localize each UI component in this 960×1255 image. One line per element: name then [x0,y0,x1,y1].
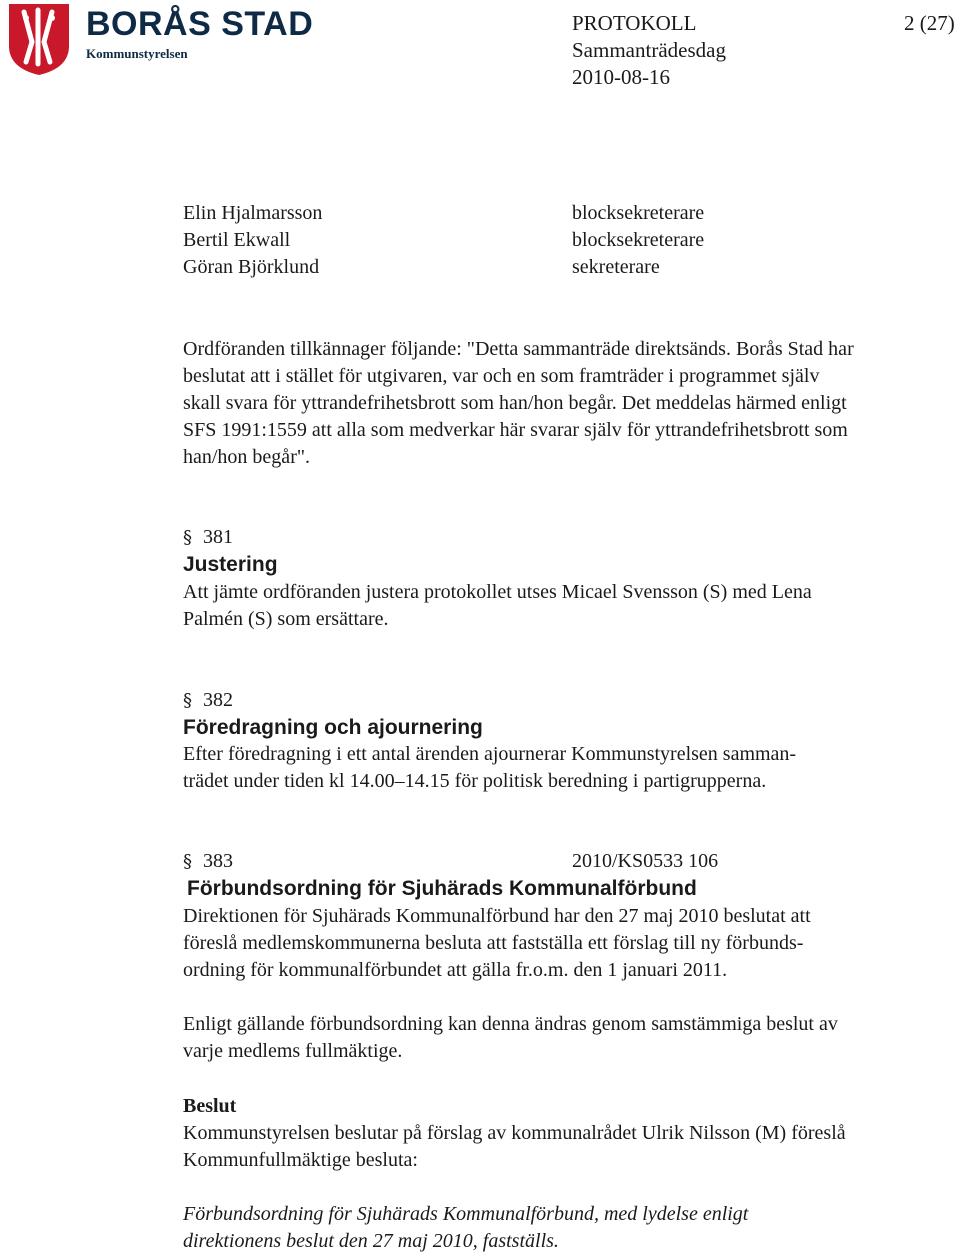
attendee-role: blocksekreterare [572,202,705,224]
section-number: 381 [203,526,233,548]
intro-line: skall svara för yttrandefrihetsbrott som han/hon begår. Det meddelas härmed enligt [183,392,847,414]
section-line: varje medlems fullmäktige. [183,1040,403,1062]
logo-org-name: BORÅS STAD [86,5,314,43]
decision-line: Kommunstyrelsen beslutar på förslag av kommunalrådet Ulrik Nilsson (M) föreslå [183,1122,846,1144]
attendee-name: Elin Hjalmarsson [183,202,323,224]
section-heading: Justering [183,553,278,576]
doc-type: PROTOKOLL [572,11,697,35]
coat-of-arms-icon [6,2,72,76]
logo-org-sub: Kommunstyrelsen [86,46,188,61]
section-line: föreslå medlemskommunerna besluta att fastställa ett förslag till ny förbunds- [183,932,804,954]
intro-line: Ordföranden tillkännager följande: "Detta sammanträde direktsänds. Borås Stad har [183,338,854,360]
section-number: 383 [203,850,233,872]
section-line: Att jämte ordföranden justera protokollet utses Micael Svensson (S) med Lena [183,581,812,603]
section-line: Palmén (S) som ersättare. [183,608,389,630]
decision-proposal-line: direktionens beslut den 27 maj 2010, fastställs. [183,1230,559,1252]
decision-label: Beslut [183,1095,237,1117]
section-heading: Föredragning och ajournering [183,716,483,739]
decision-line: Kommunfullmäktige besluta: [183,1149,418,1171]
attendee-name: Göran Björklund [183,256,320,278]
intro-line: han/hon begår". [183,446,311,468]
meeting-date: 2010-08-16 [572,65,670,89]
section-line: trädet under tiden kl 14.00–14.15 för politisk beredning i partigrupperna. [183,770,767,792]
section-382-number-line [183,687,233,714]
paragraph-sign-icon: § [183,690,192,711]
attendee-role: sekreterare [572,256,660,278]
section-381-number-line [183,524,233,551]
section-line: Efter föredragning i ett antal ärenden ajournerar Kommunstyrelsen samman- [183,743,797,765]
section-383-number-line [183,848,233,875]
section-heading: Förbundsordning för Sjuhärads Kommunalförbund [187,877,697,900]
section-line: Direktionen för Sjuhärads Kommunalförbund har den 27 maj 2010 beslutat att [183,905,811,927]
section-number: 382 [203,689,233,711]
page-number: 2 (27) [904,11,955,35]
section-line: ordning för kommunalförbundet att gälla fr.o.m. den 1 januari 2011. [183,959,728,981]
attendee-name: Bertil Ekwall [183,229,291,251]
section-line: Enligt gällande förbundsordning kan denna ändras genom samstämmiga beslut av [183,1013,838,1035]
paragraph-sign-icon: § [183,527,192,548]
intro-line: beslutat att i stället för utgivaren, var och en som framträder i programmet själv [183,365,820,387]
paragraph-sign-icon: § [183,851,192,872]
attendee-role: blocksekreterare [572,229,705,251]
boras-stad-logo [6,2,316,80]
intro-line: SFS 1991:1559 att alla som medverkar här svarar själv för yttrandefrihetsbrott som [183,419,848,441]
meeting-label: Sammanträdesdag [572,38,726,62]
decision-proposal-line: Förbundsordning för Sjuhärads Kommunalförbund, med lydelse enligt [183,1203,749,1225]
case-reference: 2010/KS0533 106 [572,850,719,872]
